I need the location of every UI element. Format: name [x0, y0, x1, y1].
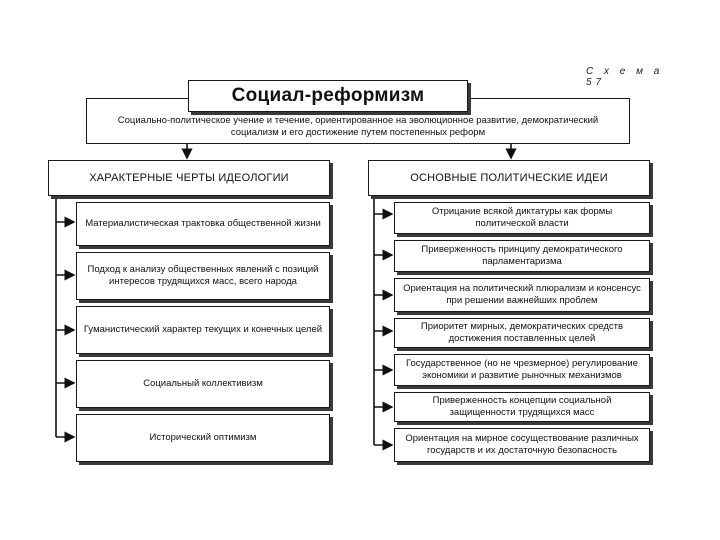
left-header-label: ХАРАКТЕРНЫЕ ЧЕРТЫ ИДЕОЛОГИИ — [89, 172, 289, 184]
right-item-7 — [394, 428, 650, 462]
left-item-1 — [76, 202, 330, 246]
right-item-2 — [394, 240, 650, 272]
left-item-label: Подход к анализу общественных явлений с позиций интересов трудящихся масс, всего народа — [87, 264, 319, 287]
definition-text: Социально-политическое учение и течение, ориентированное на эволюционное развитие, демократический социализм и его достижение путем постепенных реформ — [117, 115, 599, 138]
right-item-label: Ориентация на мирное сосуществование различных государств и их достаточную безопасность — [405, 433, 639, 456]
right-item-label: Приоритет мирных, демократических средств достижения поставленных целей — [420, 321, 624, 344]
right-header — [368, 160, 650, 196]
right-item-5 — [394, 354, 650, 386]
left-item-label: Материалистическая трактовка общественной жизни — [85, 218, 321, 229]
left-header — [48, 160, 330, 196]
left-item-2 — [76, 252, 330, 300]
right-item-label: Государственное (но не чрезмерное) регулирование экономики и развитие рыночных механизмов — [405, 358, 639, 381]
right-item-label: Ориентация на политический плюрализм и консенсус при решении важнейших проблем — [403, 283, 641, 306]
left-item-5 — [76, 414, 330, 462]
right-header-label: ОСНОВНЫЕ ПОЛИТИЧЕСКИЕ ИДЕИ — [410, 172, 608, 184]
left-item-3 — [76, 306, 330, 354]
right-item-label: Приверженность принципу демократического парламентаризма — [421, 244, 623, 267]
left-item-label: Социальный коллективизм — [143, 378, 263, 389]
left-item-label: Гуманистический характер текущих и конечных целей — [83, 324, 323, 335]
right-item-1 — [394, 202, 650, 234]
right-item-4 — [394, 318, 650, 348]
page-title: Социал-реформизм — [231, 85, 425, 106]
title-box — [188, 80, 468, 112]
left-item-4 — [76, 360, 330, 408]
schema-label: С х е м а 57 — [586, 66, 664, 88]
left-item-label: Исторический оптимизм — [149, 432, 257, 443]
right-item-6 — [394, 392, 650, 422]
right-item-label: Приверженность концепции социальной защищенности трудящихся масс — [432, 395, 612, 418]
right-item-3 — [394, 278, 650, 312]
right-item-label: Отрицание всякой диктатуры как формы политической власти — [431, 206, 613, 229]
